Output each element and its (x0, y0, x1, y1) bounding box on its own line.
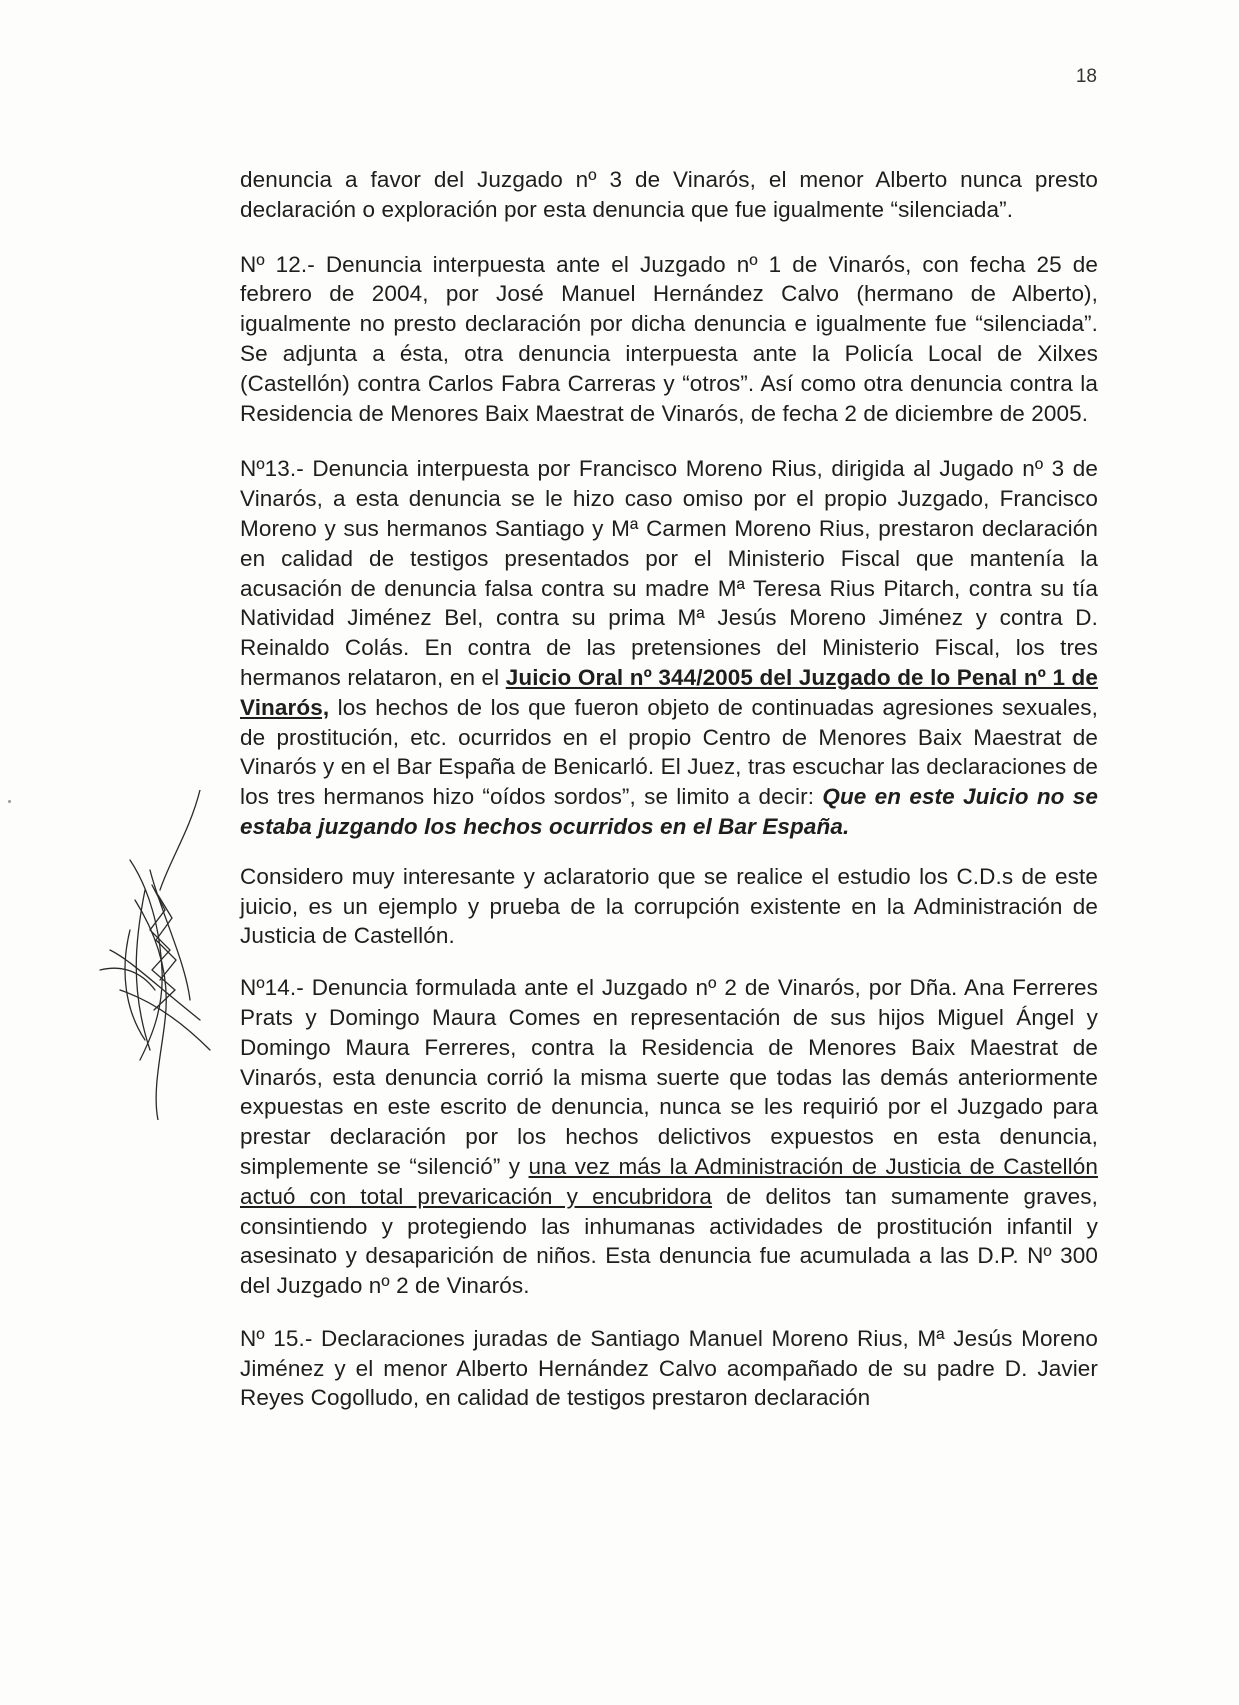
paper-speck (8, 800, 11, 803)
document-body (240, 165, 1098, 1433)
underlined-statement: una vez más la Administración de Justicia de Castellón actuó con total prevaricación y encubridora (240, 1153, 1098, 1209)
paragraph-1: denuncia a favor del Juzgado nº 3 de Vinarós, el menor Alberto nunca presto declaración o exploración por esta denuncia que fue igualmente “silenciada”. (240, 167, 1098, 222)
judge-quote: Que en este Juicio no se estaba juzgando los hechos ocurridos en el Bar España. (240, 784, 1098, 839)
paragraph-text: Nº13.- Denuncia interpuesta por Francisco Moreno Rius, dirigida al Jugado nº 3 de Vinarós, a esta denuncia se le hizo caso omiso por el propio Juzgado, Francisco Moreno y sus hermanos Santiago y Mª Carmen Moreno Rius, prestaron declaración en calidad de testigos presentados por el Ministerio Fiscal que mantenía la acusación de denuncia falsa contra su madre Mª Teresa Rius Pitarch, contra su tía Natividad Jiménez Bel, contra su prima Mª Jesús Moreno Jiménez y contra D. Reinaldo Colás. En contra de las pretensiones del Ministerio Fiscal, los tres hermanos relataron, en el (240, 456, 1098, 690)
page-number: 18 (1075, 66, 1097, 87)
paragraph-text: los hechos de los que fueron objeto de continuadas agresiones sexuales, de prostitución, etc. ocurridos en el propio Centro de Menores Baix Maestrat de Vinarós y en el Bar España de Benicarló. El Juez, tras escuchar las declaraciones de los tres hermanos hizo “oídos sordos”, se limito a decir: (240, 694, 1098, 810)
paragraph-denuncia-13 (240, 454, 1098, 841)
handwritten-signature-icon (90, 790, 230, 1120)
paragraph-denuncia-14 (240, 973, 1098, 1301)
paragraph-text: Nº14.- Denuncia formulada ante el Juzgado nº 2 de Vinarós, por Dña. Ana Ferreres Prats y Domingo Maura Comes en representación de sus hijos Miguel Ángel y Domingo Maura Ferreres, contra la Residencia de Menores Baix Maestrat de Vinarós, esta denuncia corrió la misma suerte que todas las demás anteriormente expuestas en este escrito de denuncia, nunca se les requirió por el Juzgado para prestar declaración por los hechos delictivos expuestos en esta denuncia, simplemente se “silenció” y (240, 975, 1098, 1179)
paragraph-considero: Considero muy interesante y aclaratorio que se realice el estudio los C.D.s de este juicio, es un ejemplo y prueba de la corrupción existente en la Administración de Justicia de Castellón. (240, 863, 1098, 949)
paragraph-text: de delitos tan sumamente graves, consintiendo y protegiendo las inhumanas actividades de prostitución infantil y asesinato y desaparición de niños. Esta denuncia fue acumulada a las D.P. Nº 300 del Juzgado nº 2 de Vinarós. (240, 1183, 1098, 1299)
paragraph-denuncia-15: Nº 15.- Declaraciones juradas de Santiago Manuel Moreno Rius, Mª Jesús Moreno Jiménez y el menor Alberto Hernández Calvo acompañado de su padre D. Javier Reyes Cogolludo, en calidad de testigos prestaron declaración (240, 1325, 1098, 1411)
paragraph-denuncia-12: Nº 12.- Denuncia interpuesta ante el Juzgado nº 1 de Vinarós, con fecha 25 de febrero de 2004, por José Manuel Hernández Calvo (hermano de Alberto), igualmente no presto declaración por dicha denuncia e igualmente fue “silenciada”. Se adjunta a ésta, otra denuncia interpuesta ante la Policía Local de Xilxes (Castellón) contra Carlos Fabra Carreras y “otros”. Así como otra denuncia contra la Residencia de Menores Baix Maestrat de Vinarós, de fecha 2 de diciembre de 2005. (240, 251, 1098, 426)
juicio-oral-reference: Juicio Oral nº 344/2005 del Juzgado de lo Penal nº 1 de Vinarós, (240, 664, 1098, 720)
